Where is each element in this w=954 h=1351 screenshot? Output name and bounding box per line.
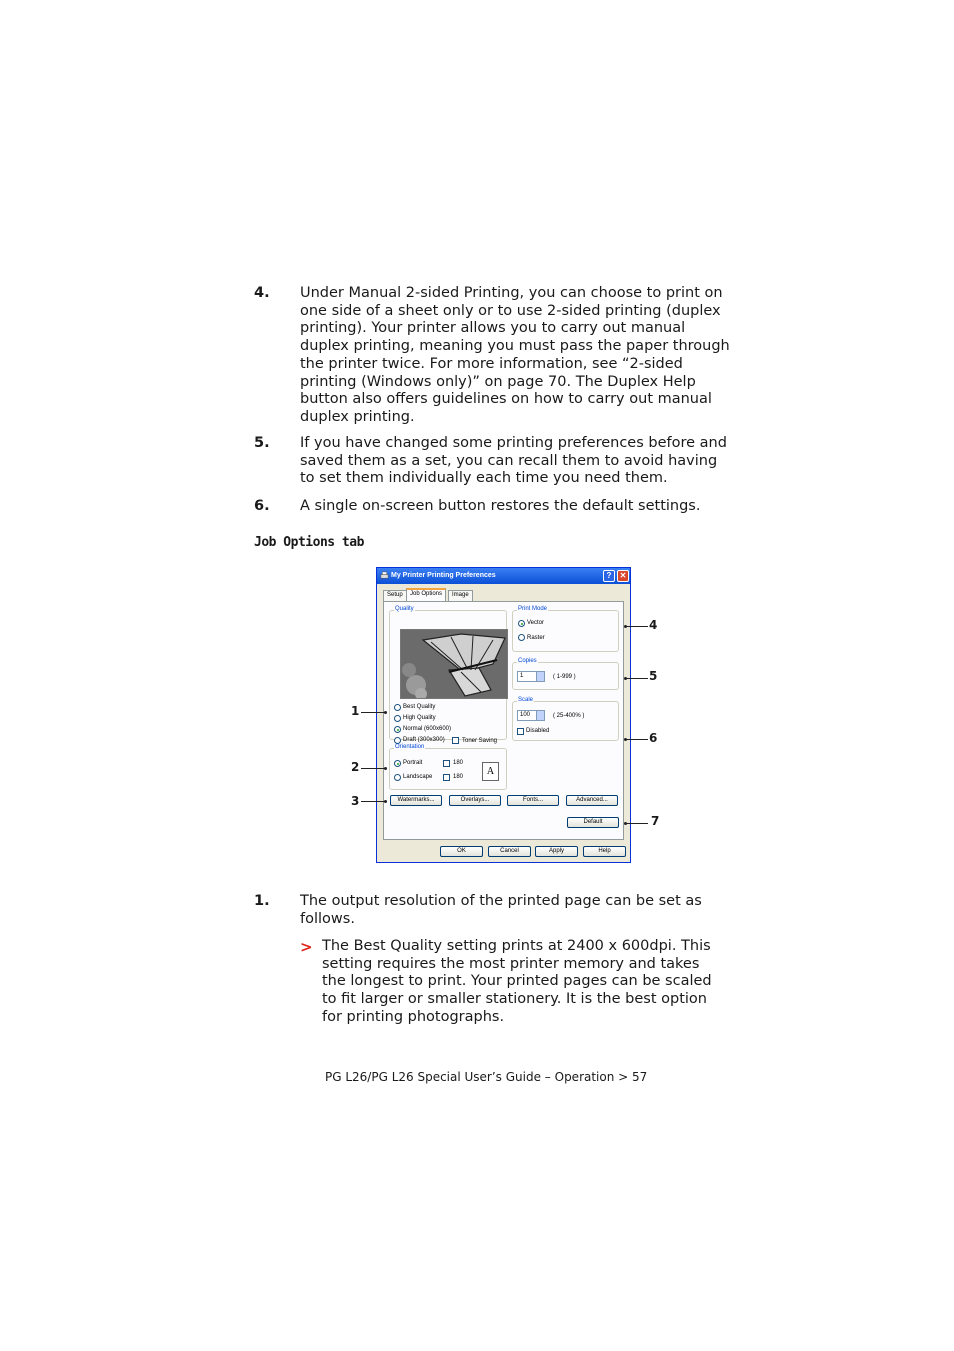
callout-dot: [384, 767, 387, 770]
watermarks-button[interactable]: Watermarks...: [390, 795, 442, 806]
copies-value: 1: [520, 673, 524, 679]
callout-6: 6: [649, 731, 658, 745]
section-title: Job Options tab: [254, 535, 364, 550]
apply-button[interactable]: Apply: [535, 846, 578, 857]
callout-dot: [384, 711, 387, 714]
default-button[interactable]: Default: [567, 817, 619, 828]
quality-group: [389, 606, 507, 744]
portrait-label: Portrait: [403, 760, 423, 766]
dialog-titlebar: [377, 568, 630, 584]
tab-setup[interactable]: Setup: [383, 590, 407, 601]
step-number: 4.: [254, 285, 270, 301]
advanced-button[interactable]: Advanced...: [566, 795, 618, 806]
tab-job-options[interactable]: Job Options: [406, 588, 446, 602]
spin-arrows-icon[interactable]: [536, 711, 544, 720]
fonts-button[interactable]: Fonts...: [507, 795, 559, 806]
raster-label: Raster: [527, 635, 545, 641]
overlays-button[interactable]: Overlays...: [449, 795, 501, 806]
copies-group: [512, 658, 619, 690]
landscape-180-label: 180: [453, 774, 464, 780]
close-button[interactable]: ✕: [617, 570, 629, 582]
bullet-text: The Best Quality setting prints at 2400 x 600dpi. This setting requires the most printer memory and takes the longest to print. Your printed pages can be scaled to fit larger or smaller stationery. It is the best option for printing photographs.: [322, 938, 712, 1025]
normal-quality-label: Normal (600x600): [403, 726, 452, 732]
cancel-button[interactable]: Cancel: [488, 846, 531, 857]
landscape-radio[interactable]: [394, 774, 401, 781]
scale-input[interactable]: [517, 710, 545, 721]
raster-radio[interactable]: [518, 634, 525, 641]
help-title-button[interactable]: ?: [603, 570, 615, 582]
copies-input[interactable]: [517, 671, 545, 682]
best-quality-radio[interactable]: [394, 704, 401, 711]
print-mode-label: Print Mode: [518, 606, 548, 612]
orientation-group: [389, 744, 507, 790]
draft-quality-label: Draft (300x300): [403, 737, 445, 743]
step-number: 6.: [254, 498, 270, 514]
vector-radio[interactable]: [518, 620, 525, 627]
callout-2: 2: [351, 760, 360, 774]
bullet-marker: >: [300, 938, 313, 956]
callout-3: 3: [351, 794, 360, 808]
print-mode-group: [512, 606, 619, 652]
job-options-panel: [383, 601, 624, 840]
callout-line: [361, 712, 385, 713]
orientation-label: Orientation: [395, 744, 425, 750]
scale-label: Scale: [518, 697, 534, 703]
step-text: If you have changed some printing preferences before and saved them as a set, you can recall them to avoid having to set them individually each time you need them.: [300, 435, 727, 487]
callout-7: 7: [651, 814, 660, 828]
toner-saving-label: Toner Saving: [462, 738, 498, 744]
quality-label: Quality: [395, 606, 414, 612]
spin-arrows-icon[interactable]: [536, 672, 544, 681]
scale-group: [512, 697, 619, 741]
best-quality-label: Best Quality: [403, 704, 436, 710]
normal-quality-radio[interactable]: [394, 726, 401, 733]
portrait-180-label: 180: [453, 760, 464, 766]
tab-image[interactable]: Image: [448, 590, 473, 601]
printer-icon: [380, 571, 389, 580]
copies-range: ( 1-999 ): [553, 674, 576, 680]
landscape-180-checkbox[interactable]: [443, 774, 450, 781]
scale-disabled-checkbox[interactable]: [517, 728, 524, 735]
callout-4: 4: [649, 618, 658, 632]
portrait-180-checkbox[interactable]: [443, 760, 450, 767]
dialog-title: My Printer Printing Preferences: [391, 572, 496, 579]
toner-saving-checkbox[interactable]: [452, 737, 459, 744]
scale-value: 100: [520, 712, 531, 718]
callout-line: [626, 823, 648, 824]
callout-line: [361, 768, 385, 769]
high-quality-label: High Quality: [403, 715, 436, 721]
step-number: 5.: [254, 435, 270, 451]
step-number: 1.: [254, 893, 270, 909]
callout-dot: [384, 800, 387, 803]
orientation-preview-icon: A: [482, 762, 499, 781]
quality-preview-image: [400, 629, 508, 699]
callout-line: [626, 678, 648, 679]
vector-label: Vector: [527, 620, 545, 626]
callout-1: 1: [351, 704, 360, 718]
scale-disabled-label: Disabled: [526, 728, 550, 734]
callout-line: [626, 739, 648, 740]
step-text: A single on-screen button restores the default settings.: [300, 498, 701, 514]
scale-range: ( 25-400% ): [553, 713, 585, 719]
ok-button[interactable]: OK: [440, 846, 483, 857]
callout-5: 5: [649, 669, 658, 683]
portrait-radio[interactable]: [394, 760, 401, 767]
draft-quality-radio[interactable]: [394, 737, 401, 744]
callout-line: [361, 801, 385, 802]
page-footer: PG L26/PG L26 Special User’s Guide – Operation > 57: [325, 1070, 648, 1084]
copies-label: Copies: [518, 658, 537, 664]
step-text: Under Manual 2-sided Printing, you can choose to print on one side of a sheet only or to use 2-sided printing (duplex printing). Your printer allows you to carry out manual duplex printing, meaning you must pass the paper through the printer twice. For more information, see “2-sided printing (Windows only)” on page 70. The Duplex Help button also offers guidelines on how to carry out manual duplex printing.: [300, 285, 730, 425]
printing-preferences-dialog: [376, 567, 631, 863]
landscape-label: Landscape: [403, 774, 433, 780]
high-quality-radio[interactable]: [394, 715, 401, 722]
callout-line: [626, 626, 648, 627]
help-button[interactable]: Help: [583, 846, 626, 857]
step-text: The output resolution of the printed page can be set as follows.: [300, 893, 702, 927]
